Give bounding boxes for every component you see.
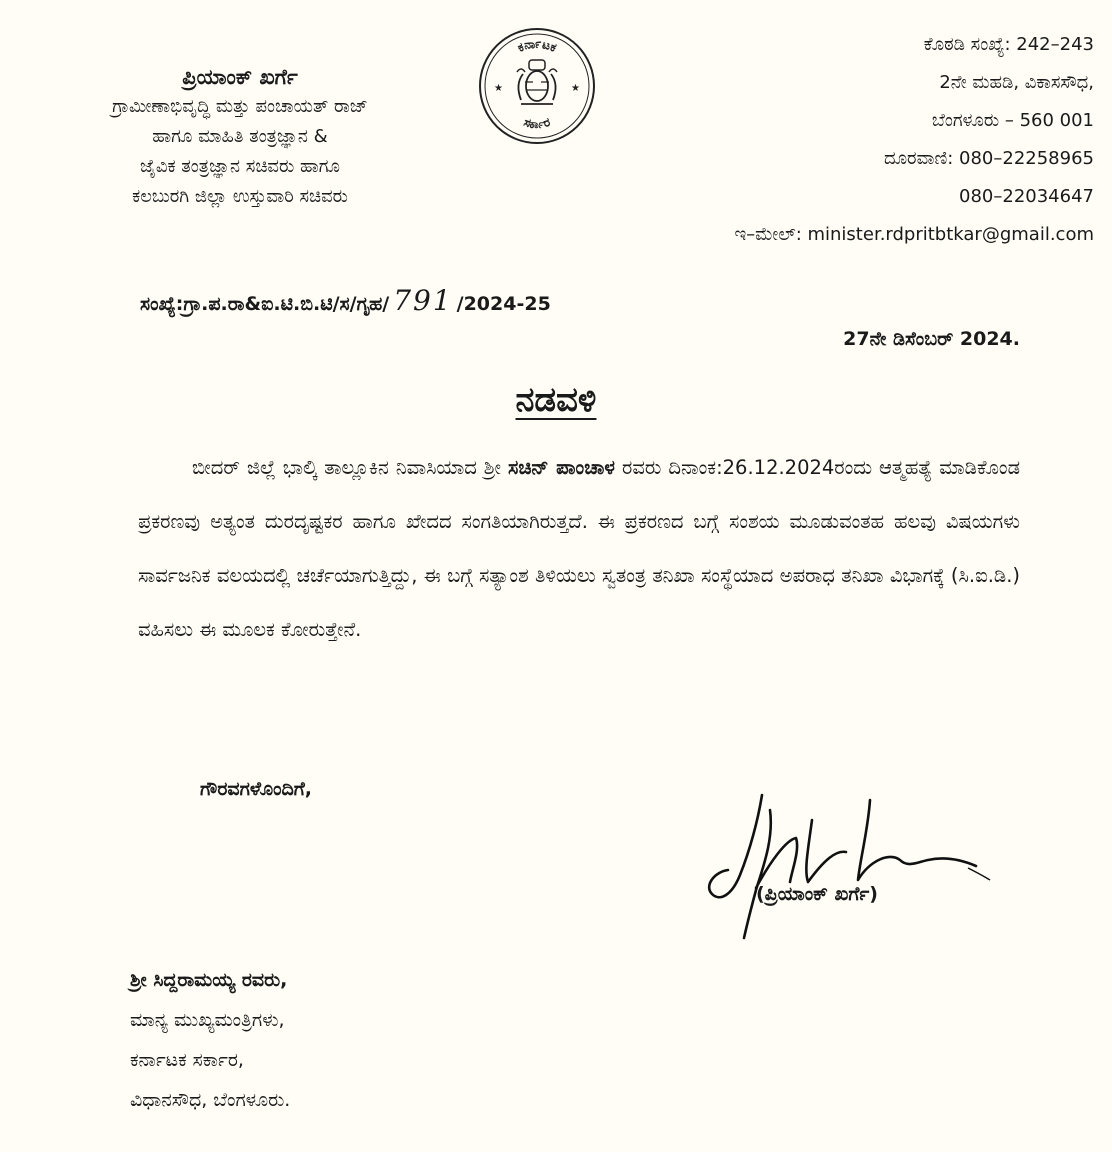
email-address: ಇ–ಮೇಲ್: minister.rdpritbtkar@gmail.com bbox=[734, 224, 1094, 245]
svg-text:★: ★ bbox=[494, 83, 503, 94]
addressee-name: ಶ್ರೀ ಸಿದ್ದರಾಮಯ್ಯ ರವರು, bbox=[130, 969, 288, 991]
addressee-block bbox=[130, 960, 290, 1120]
addressee-location: ವಿಧಾನಸೌಧ, ಬೆಂಗಳೂರು. bbox=[130, 1089, 291, 1111]
reference-number bbox=[140, 284, 551, 317]
sender-block bbox=[0, 62, 480, 212]
city-pincode: ಬೆಂಗಳೂರು – 560 001 bbox=[931, 110, 1094, 131]
closing-greeting: ಗೌರವಗಳೊಂದಿಗೆ, bbox=[200, 778, 313, 800]
svg-text:ಸರ್ಕಾರ bbox=[522, 115, 552, 131]
contact-block bbox=[734, 26, 1094, 254]
document-title-text: ನಡವಳಿ bbox=[515, 380, 597, 420]
reference-handwritten-number: 791 bbox=[393, 284, 453, 317]
sender-designation-line: ಗ್ರಾಮೀಣಾಭಿವೃದ್ಧಿ ಮತ್ತು ಪಂಚಾಯತ್ ರಾಜ್ bbox=[112, 96, 368, 117]
svg-text:ಕರ್ನಾಟಕ bbox=[515, 36, 559, 55]
sender-name: ಪ್ರಿಯಾಂಕ್ ಖರ್ಗೆ bbox=[182, 65, 298, 89]
emblem-top-text: ಕರ್ನಾಟಕ bbox=[515, 36, 559, 55]
document-title bbox=[0, 380, 1112, 420]
sender-designation-line: ಹಾಗೂ ಮಾಹಿತಿ ತಂತ್ರಜ್ಞಾನ & bbox=[152, 126, 328, 147]
reference-prefix: ಸಂಖ್ಯೆ:ಗ್ರಾ.ಪ.ರಾ&ಐ.ಟಿ.ಬಿ.ಟಿ/ಸ/ಗೃಹ/ bbox=[140, 293, 390, 315]
karnataka-emblem-icon bbox=[477, 26, 597, 146]
sender-designation-line: ಕಲಬುರಗಿ ಜಿಲ್ಲಾ ಉಸ್ತುವಾರಿ ಸಚಿವರು bbox=[132, 186, 348, 207]
emblem-bottom-text: ಸರ್ಕಾರ bbox=[522, 114, 552, 132]
phone-primary: ದೂರವಾಣಿ: 080–22258965 bbox=[883, 148, 1094, 169]
sender-designation-line: ಜೈವಿಕ ತಂತ್ರಜ್ಞಾನ ಸಚಿವರು ಹಾಗೂ bbox=[140, 156, 340, 177]
svg-text:★: ★ bbox=[571, 83, 580, 94]
addressee-government: ಕರ್ನಾಟಕ ಸರ್ಕಾರ, bbox=[130, 1049, 244, 1071]
reference-suffix: /2024-25 bbox=[456, 293, 551, 315]
signatory-name: (ಪ್ರಿಯಾಂಕ್ ಖರ್ಗೆ) bbox=[756, 883, 878, 905]
floor-address: 2ನೇ ಮಹಡಿ, ವಿಕಾಸಸೌಧ, bbox=[939, 72, 1094, 93]
addressee-designation: ಮಾನ್ಯ ಮುಖ್ಯಮಂತ್ರಿಗಳು, bbox=[130, 1009, 285, 1031]
letter-body bbox=[138, 441, 1020, 657]
room-number: ಕೊಠಡಿ ಸಂಖ್ಯೆ: 242–243 bbox=[923, 34, 1094, 55]
letter-date: 27ನೇ ಡಿಸೆಂಬರ್ 2024. bbox=[843, 328, 1020, 350]
handwritten-signature bbox=[700, 790, 1000, 940]
body-text-start: ಬೀದರ್ ಜಿಲ್ಲೆ ಭಾಲ್ಕಿ ತಾಲ್ಲೂಕಿನ ನಿವಾಸಿಯಾದ ಶ್ರೀ bbox=[192, 456, 508, 479]
phone-secondary: 080–22034647 bbox=[959, 186, 1094, 207]
body-text-rest: ರವರು ದಿನಾಂಕ:26.12.2024ರಂದು ಆತ್ಮಹತ್ಯೆ ಮಾಡಿಕೊಂಡ ಪ್ರಕರಣವು ಅತ್ಯಂತ ದುರದೃಷ್ಟಕರ ಹಾಗೂ ಖೇದದ ಸಂಗತಿಯಾಗಿರುತ್ತದೆ. ಈ ಪ್ರಕರಣದ ಬಗ್ಗೆ ಸಂಶಯ ಮೂಡುವಂತಹ ಹಲವು ವಿಷಯಗಳು ಸಾರ್ವಜನಿಕ ವಲಯದಲ್ಲಿ ಚರ್ಚೆಯಾಗುತ್ತಿದ್ದು, ಈ ಬಗ್ಗೆ ಸತ್ಯಾಂಶ ತಿಳಿಯಲು ಸ್ವತಂತ್ರ ತನಿಖಾ ಸಂಸ್ಥೆಯಾದ ಅಪರಾಧ ತನಿಖಾ ವಿಭಾಗಕ್ಕೆ (ಸಿ.ಐ.ಡಿ.) ವಹಿಸಲು ಈ ಮೂಲಕ ಕೋರುತ್ತೇನೆ. bbox=[138, 456, 1020, 641]
victim-name: ಸಚಿನ್ ಪಾಂಚಾಳ bbox=[507, 456, 615, 479]
